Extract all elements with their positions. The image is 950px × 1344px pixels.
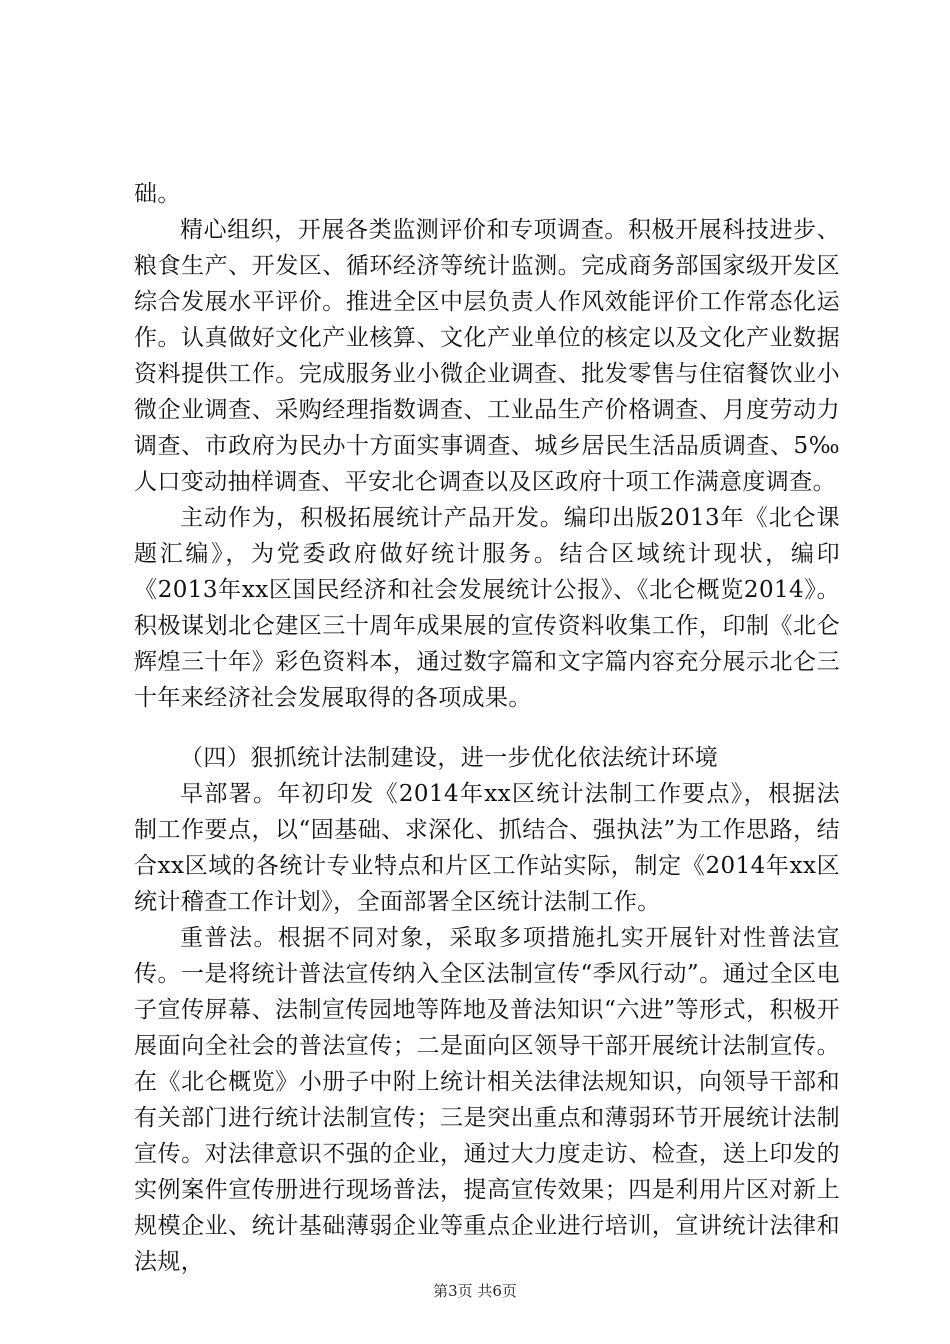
paragraph-monitoring-surveys: 精心组织，开展各类监测评价和专项调查。积极开展科技进步、粮食生产、开发区、循环经济等统计监测。完成商务部国家级开发区综合发展水平评价。推进全区中层负责人作风效能评价工作常态化运作。认真做好文化产业核算、文化产业单位的核定以及文化产业数据资料提供工作。完成服务业小微企业调查、批发零售与住宿餐饮业小微企业调查、采购经理指数调查、工业品生产价格调查、月度劳动力调查、市政府为民办十方面实事调查、城乡居民生活品质调查、5‰人口变动抽样调查、平安北仑调查以及区政府十项工作满意度调查。 <box>134 217 840 495</box>
page-number-footer: 第3页 共6页 <box>433 1282 517 1300</box>
document-body <box>134 176 840 1280</box>
section-heading: （四）狠抓统计法制建设，进一步优化依法统计环境 <box>180 745 719 771</box>
paragraph-statistical-products: 主动作为，积极拓展统计产品开发。编印出版2013年《北仑课题汇编》，为党委政府做好统计服务。结合区域统计现状，编印《2013年xx区国民经济和社会发展统计公报》、《北仑概览2014》。积极谋划北仑建区三十周年成果展的宣传资料收集工作，印制《北仑辉煌三十年》彩色资料本，通过数字篇和文字篇内容充分展示北仑三十年来经济社会发展取得的各项成果。 <box>134 505 840 711</box>
paragraph-continuation: 础。 <box>134 181 181 207</box>
paragraph-legal-publicity: 重普法。根据不同对象，采取多项措施扎实开展针对性普法宣传。一是将统计普法宣传纳入全区法制宣传“季风行动”。通过全区电子宣传屏幕、法制宣传园地等阵地及普法知识“六进”等形式，积极开展面向全社会的普法宣传；二是面向区领导干部开展统计法制宣传。在《北仑概览》小册子中附上统计相关法律法规知识，向领导干部和有关部门进行统计法制宣传；三是突出重点和薄弱环节开展统计法制宣传。对法律意识不强的企业，通过大力度走访、检查，送上印发的实例案件宣传册进行现场普法，提高宣传效果；四是利用片区对新上规模企业、统计基础薄弱企业等重点企业进行培训，宣讲统计法律和法规， <box>134 925 840 1275</box>
paragraph-early-deployment: 早部署。年初印发《2014年xx区统计法制工作要点》，根据法制工作要点，以“固基础、求深化、抓结合、强执法”为工作思路，结合xx区域的各统计专业特点和片区工作站实际，制定《2014年xx区统计稽查工作计划》，全面部署全区统计法制工作。 <box>134 781 840 915</box>
